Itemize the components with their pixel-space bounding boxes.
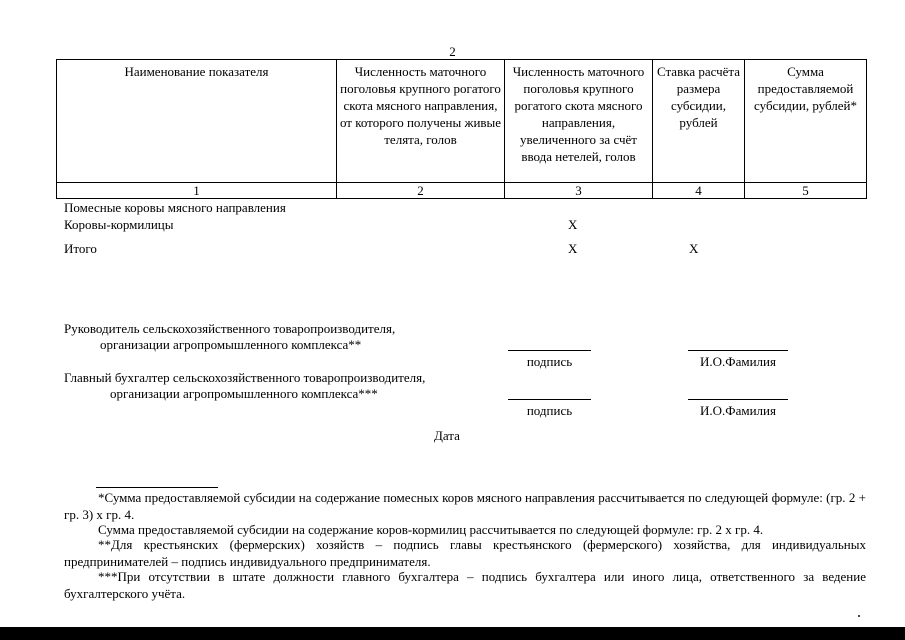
- accountant-title-line2: организации агропромышленного комплекса***: [110, 386, 378, 401]
- head-title-line2: организации агропромышленного комплекса**: [100, 337, 362, 352]
- total-col3-mark: X: [568, 241, 578, 256]
- footnote-4: ***При отсутствии в штате должности главного бухгалтера – подпись бухгалтера или иного лица, ответственного за ведение бухгалтерского учёта.: [64, 569, 866, 601]
- header-indicator-name: Наименование показателя: [57, 60, 337, 183]
- total-col4-mark: X: [689, 241, 699, 256]
- accountant-name-line: [688, 399, 788, 400]
- header-livestock-with-calves: Численность маточного поголовья крупного рогатого скота мясного направления, от которого получены живые телята, голов: [337, 60, 505, 183]
- column-number: 2: [337, 183, 505, 199]
- header-subsidy-rate: Ставка расчёта размера субсидии, рублей: [653, 60, 745, 183]
- page-number: 2: [449, 44, 456, 59]
- accountant-signature-caption: подпись: [526, 403, 573, 418]
- subsidy-table: [56, 59, 867, 199]
- nurse-cows-col3-mark: X: [568, 217, 578, 232]
- row-label-nurse-cows: Коровы-кормилицы: [64, 217, 174, 232]
- column-number: 5: [745, 183, 867, 199]
- accountant-title-line1: Главный бухгалтер сельскохозяйственного товаропроизводителя,: [64, 370, 426, 385]
- accountant-name-caption: И.О.Фамилия: [700, 403, 776, 418]
- header-livestock-increase: Численность маточного поголовья крупного рогатого скота мясного направления, увеличенного за счёт ввода нетелей, голов: [505, 60, 653, 183]
- column-number: 1: [57, 183, 337, 199]
- column-number: 3: [505, 183, 653, 199]
- footnote-2: Сумма предоставляемой субсидии на содержание коров-кормилиц рассчитывается по следующей формуле: гр. 2 х гр. 4.: [98, 522, 764, 537]
- column-number-row: [57, 183, 867, 199]
- head-name-line: [688, 350, 788, 351]
- table-header-row: [57, 60, 867, 183]
- head-title-line1: Руководитель сельскохозяйственного товаропроизводителя,: [64, 321, 396, 336]
- column-number: 4: [653, 183, 745, 199]
- accountant-signature-line: [508, 399, 591, 400]
- date-label: Дата: [434, 428, 460, 443]
- scan-speck: [858, 615, 860, 617]
- head-signature-line: [508, 350, 591, 351]
- head-signature-caption: подпись: [526, 354, 573, 369]
- header-subsidy-amount: Сумма предоставляемой субсидии, рублей*: [745, 60, 867, 183]
- row-label-crossbred-cows: Помесные коровы мясного направления: [64, 200, 286, 215]
- row-label-total: Итого: [64, 241, 97, 256]
- scan-bottom-edge: [0, 627, 905, 640]
- footnote-1: *Сумма предоставляемой субсидии на содержание помесных коров мясного направления рассчитывается по следующей формуле: (гр. 2 + гр. 3) х гр. 4.: [64, 490, 866, 522]
- head-name-caption: И.О.Фамилия: [700, 354, 776, 369]
- footnote-separator: [96, 487, 218, 488]
- footnote-3: **Для крестьянских (фермерских) хозяйств – подпись главы крестьянского (фермерского) хозяйства, для индивидуальных предпринимателей – подпись индивидуального предпринимателя.: [64, 537, 866, 569]
